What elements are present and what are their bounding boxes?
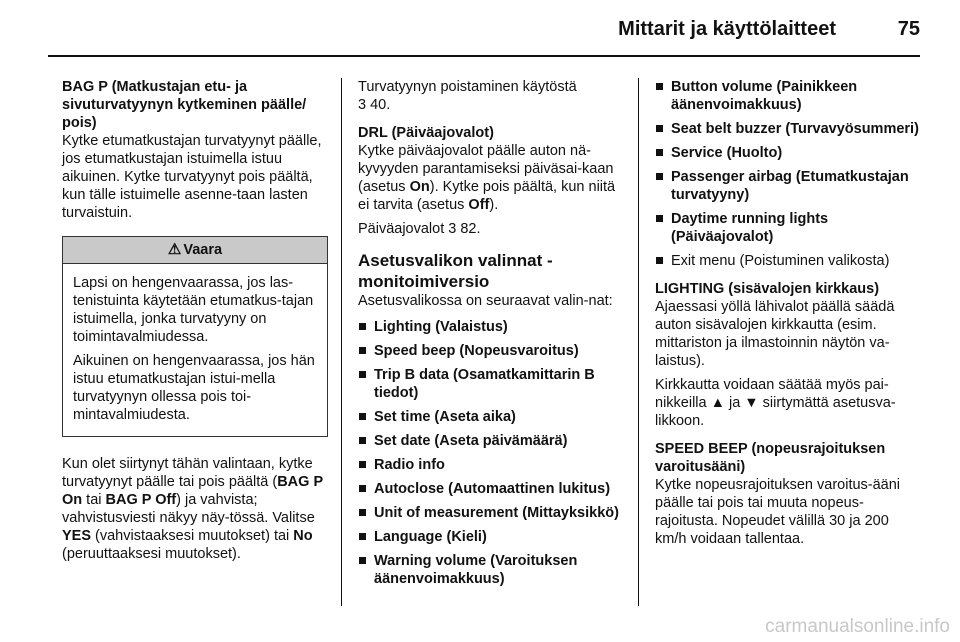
list-item: Button volume (Painikkeen äänenvoimakkuus) xyxy=(655,78,923,114)
warning-triangle-icon: ⚠ xyxy=(167,241,182,258)
list-item: Daytime running lights (Päiväajovalot) xyxy=(655,210,923,246)
speed-beep-paragraph: Kytke nopeusrajoituksen varoitus-ääni päälle tai pois tai muuta nopeus-rajoitusta. Nopeudet välillä 30 ja 200 km/h voidaan tallentaa. xyxy=(655,477,901,547)
no-option: No xyxy=(293,528,313,544)
watermark: carmanualsonline.info xyxy=(765,616,950,637)
drl-heading: DRL (Päiväajovalot) xyxy=(358,125,494,141)
list-item: Passenger airbag (Etumatkustajan turvatyyny) xyxy=(655,168,923,204)
header-title: Mittarit ja käyttölaitteet xyxy=(618,18,836,40)
list-item: Service (Huolto) xyxy=(655,144,923,162)
bag-off-option: BAG P Off xyxy=(105,492,177,508)
column-divider-1 xyxy=(341,78,342,606)
list-item: Radio info xyxy=(358,456,620,474)
list-item: Lighting (Valaistus) xyxy=(358,318,620,336)
list-item: Unit of measurement (Mittayksikkö) xyxy=(358,504,620,522)
warning-paragraph-2: Aikuinen on hengenvaarassa, jos hän istuu etumatkustajan istui-mella turvatyynyn ollessa pois toi-mintavalmiudesta. xyxy=(73,353,315,423)
list-item: Trip B data (Osamatkamittarin B tiedot) xyxy=(358,366,620,402)
column-1 xyxy=(62,78,328,569)
speed-beep-heading: SPEED BEEP (nopeusrajoituksen varoitusääni) xyxy=(655,441,886,475)
warning-header xyxy=(63,237,327,264)
list-item: Language (Kieli) xyxy=(358,528,620,546)
lighting-heading: LIGHTING (sisävalojen kirkkaus) xyxy=(655,281,880,297)
list-item: Warning volume (Varoituksen äänenvoimakkuus) xyxy=(358,552,620,588)
drl-text: Kytke päiväajovalot päälle auton nä-kyvyyden parantamiseksi päiväsai-kaan (asetus On). Kytke pois päältä, kun niitä ei tarvita (asetus Off). xyxy=(358,143,616,213)
list-item: Seat belt buzzer (Turvavyösummeri) xyxy=(655,120,923,138)
yes-option: YES xyxy=(62,528,92,544)
warning-paragraph-1: Lapsi on hengenvaarassa, jos las-tenistuinta käytetään etumatkus-tajan istuimella, jonka turvatyyny on toimintavalmiudessa. xyxy=(73,275,314,345)
menu-list-2 xyxy=(655,78,923,270)
lighting-paragraph-1: Ajaessasi yöllä lähivalot päällä säädä auton sisävalojen kirkkautta (esim. mittariston ja ilmastoinnin näytön va-laistus). xyxy=(655,299,895,369)
column-divider-2 xyxy=(638,78,639,606)
page-number: 75 xyxy=(897,18,920,40)
list-item-exit: Exit menu (Poistuminen valikosta) xyxy=(655,252,923,270)
warning-body xyxy=(63,264,327,436)
section-title: Asetusvalikon valinnat - monitoimiversio xyxy=(358,251,553,291)
warning-title: Vaara xyxy=(183,242,223,258)
warning-box xyxy=(62,236,328,437)
bag-on-option: BAG P On xyxy=(62,474,323,508)
list-item: Set time (Aseta aika) xyxy=(358,408,620,426)
airbag-deactivation-ref: Turvatyynyn poistaminen käytöstä 3 40. xyxy=(358,79,577,113)
menu-intro: Asetusvalikossa on seuraavat valin-nat: xyxy=(358,293,613,309)
bag-text: Kytke etumatkustajan turvatyynyt päälle, jos etumatkustajan istuimella istuu aikuinen. Kytke turvatyynyt pois päältä, kun tälle istuimelle asenne-taan lasten turvaistuin. xyxy=(62,133,322,221)
bag-heading: BAG P (Matkustajan etu- ja sivuturvatyynyn kytkeminen päälle/ pois) xyxy=(62,79,307,131)
column-2 xyxy=(358,78,620,596)
list-item: Speed beep (Nopeusvaroitus) xyxy=(358,342,620,360)
lighting-paragraph-2: Kirkkautta voidaan säätää myös pai-nikkeilla ▲ ja ▼ siirtymättä asetusva-likkoon. xyxy=(655,377,896,429)
list-item: Autoclose (Automaattinen lukitus) xyxy=(358,480,620,498)
drl-ref: Päiväajovalot 3 82. xyxy=(358,221,481,237)
header-divider xyxy=(48,55,920,57)
list-item: Set date (Aseta päivämäärä) xyxy=(358,432,620,450)
menu-list-1 xyxy=(358,318,620,588)
bag-instructions: Kun olet siirtynyt tähän valintaan, kytke turvatyynyt päälle tai pois päältä (BAG P On tai BAG P Off) ja vahvista; vahvistusviesti näkyy näy-tössä. Valitse YES (vahvistaaksesi muutokset) tai No (peruuttaaksesi muutokset). xyxy=(62,456,323,562)
column-3 xyxy=(655,78,923,554)
